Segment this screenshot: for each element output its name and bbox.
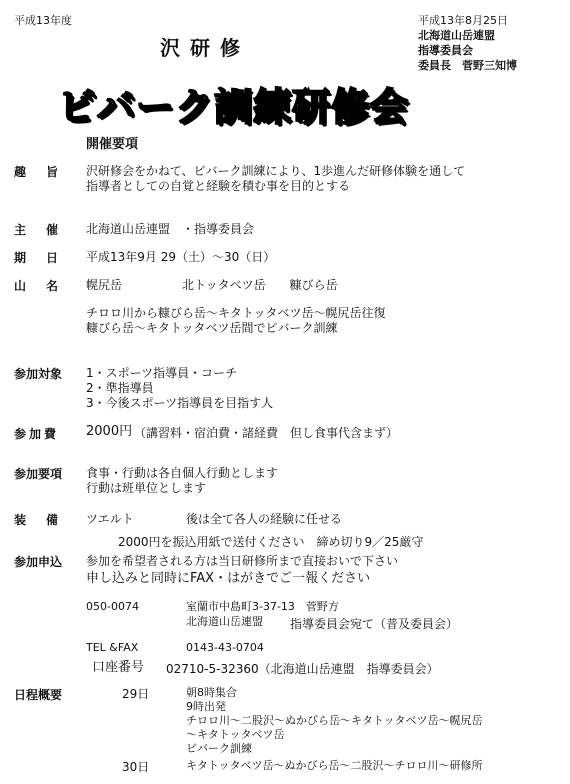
- label-requirements: 参加要項: [14, 467, 63, 481]
- tel-fax-number: 0143-43-0704: [186, 641, 264, 654]
- day2-item: キタトッタベツ岳～ぬかびら岳～二股沢～チロロ川～研修所: [186, 759, 483, 772]
- application-line-2: 申し込みと同時にFAX・はがきでご一報ください: [86, 571, 371, 586]
- equipment-item: ツエルト: [86, 512, 134, 526]
- requirement-line-1: 食事・行動は各自個人行動とします: [86, 466, 279, 480]
- document-title: ビバーク訓練研修会: [58, 85, 410, 129]
- mountain-names: 幌尻岳 北トッタベツ岳 糠びら岳: [86, 278, 338, 292]
- committee-chair: 委員長 菅野三知博: [418, 59, 517, 72]
- eligibility-item-2: 2・準指導員: [86, 381, 154, 395]
- purpose-line-2: 指導者としての自覚と経験を積む事を目的とする: [86, 179, 351, 193]
- fee-amount: 2000円: [86, 424, 133, 439]
- postal-code: 050-0074: [86, 600, 139, 613]
- payment-instruction: 2000円を振込用紙で送付ください 締め切り9／25厳守: [118, 535, 424, 549]
- label-equipment: 装備: [14, 513, 79, 527]
- account-label: 口座番号: [92, 660, 145, 675]
- account-number: 02710-5-32360（北海道山岳連盟 指導委員会）: [166, 662, 439, 676]
- day1-item-3: チロロ川～二股沢～ぬかびら岳～キタトッタベツ岳～幌尻岳: [186, 714, 483, 727]
- issue-date: 平成13年8月25日: [418, 14, 508, 27]
- application-line-1: 参加を希望者される方は当日研修所まで直接おいで下さい: [86, 554, 399, 568]
- purpose-line-1: 沢研修会をかねて、ビバーク訓練により、1歩進んだ研修体験を通して: [86, 164, 466, 178]
- label-fee: 参加費: [14, 427, 60, 441]
- address: 室蘭市中島町3-37-13 菅野方: [186, 600, 339, 613]
- label-date: 期日: [14, 251, 79, 265]
- route-line-1: チロロ川から糠びら岳～キタトッタベツ岳～幌尻岳往復: [86, 306, 386, 320]
- label-schedule: 日程概要: [14, 688, 63, 702]
- address-org: 北海道山岳連盟: [186, 615, 263, 628]
- document-subtitle: 沢研修: [160, 36, 250, 60]
- section-heading: 開催要項: [86, 137, 139, 152]
- eligibility-item-1: 1・スポーツ指導員・コーチ: [86, 366, 238, 380]
- label-application: 参加申込: [14, 555, 63, 569]
- label-purpose: 趣旨: [14, 165, 79, 179]
- day1-item-4: ～キタトッタベツ岳: [186, 728, 285, 741]
- schedule-day-1: 29日: [122, 687, 150, 701]
- day1-item-1: 朝8時集合: [186, 686, 237, 699]
- eligibility-item-3: 3・今後スポーツ指導員を目指す人: [86, 396, 274, 410]
- event-date-value: 平成13年9月 29（土）～30（日）: [86, 250, 276, 264]
- issuing-committee: 指導委員会: [418, 44, 473, 57]
- route-line-2: 糠びら岳～キタトッタベツ岳間でビバーク訓練: [86, 321, 338, 335]
- schedule-day-2: 30日: [122, 760, 150, 774]
- issuing-org: 北海道山岳連盟: [418, 29, 495, 42]
- day1-item-5: ビバーク訓練: [186, 742, 252, 755]
- requirement-line-2: 行動は班単位とします: [86, 481, 207, 495]
- address-recipient: 指導委員会宛て（普及委員会）: [290, 617, 459, 631]
- label-eligibility: 参加対象: [14, 367, 63, 381]
- organizer-value: 北海道山岳連盟 ・指導委員会: [86, 222, 255, 236]
- label-mountains: 山名: [14, 279, 79, 293]
- tel-fax-label: TEL &FAX: [86, 641, 139, 654]
- fee-detail: （講習料・宿泊費・諸経費 但し食事代含まず）: [134, 426, 399, 440]
- label-organizer: 主催: [14, 223, 79, 237]
- equipment-note: 後は全て各人の経験に任せる: [186, 512, 343, 526]
- day1-item-2: 9時出発: [186, 700, 226, 713]
- fiscal-year: 平成13年度: [14, 14, 72, 27]
